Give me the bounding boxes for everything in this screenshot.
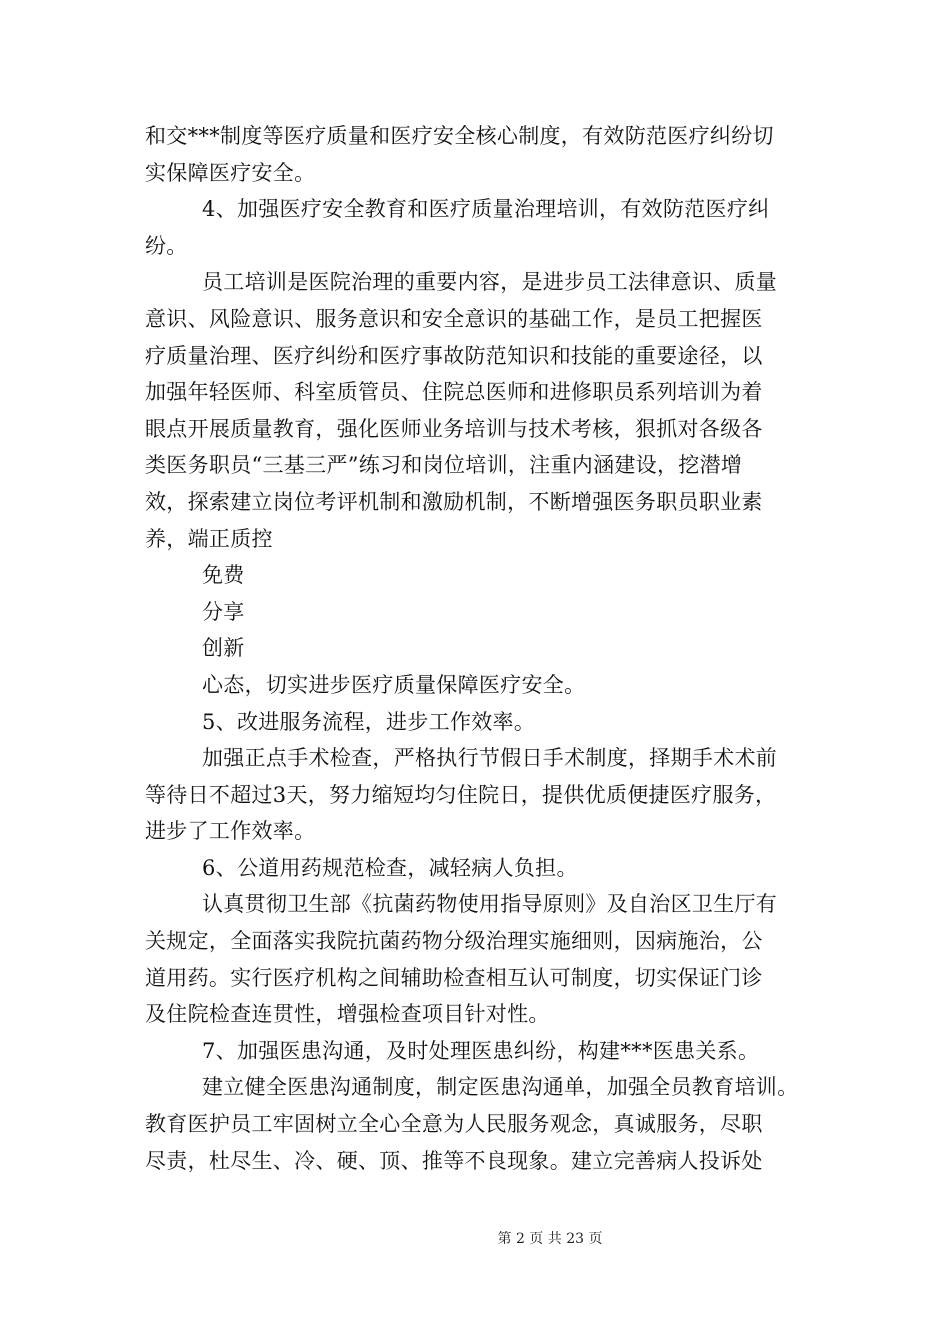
text-line: 加强年轻医师、科室质管员、住院总医师和进修职员系列培训为着 xyxy=(145,380,763,405)
text-line: 分享 xyxy=(202,599,245,624)
text-line: 类医务职员“三基三严”练习和岗位培训，注重内涵建设，挖潜增 xyxy=(145,453,743,478)
text-line: 5、改进服务流程，进步工作效率。 xyxy=(202,709,536,734)
text-line: 纷。 xyxy=(145,233,188,258)
text-line: 6、公道用药规范检查，减轻病人负担。 xyxy=(202,855,578,880)
text-line: 养，端正质控 xyxy=(145,526,273,551)
text-line: 疗质量治理、医疗纠纷和医疗事故防范知识和技能的重要途径，以 xyxy=(145,343,763,368)
text-line: 和交***制度等医疗质量和医疗安全核心制度，有效防范医疗纠纷切 xyxy=(145,124,774,148)
text-line: 尽责，杜尽生、冷、硬、顶、推等不良现象。建立完善病人投诉处 xyxy=(145,1148,763,1173)
text-line: 道用药。实行医疗机构之间辅助检查相互认可制度，切实保证门诊 xyxy=(145,965,763,990)
text-line: 等待日不超过3天，努力缩短均匀住院日，提供优质便捷医疗服务， xyxy=(145,782,777,807)
text-line: 眼点开展质量教育，强化医师业务培训与技术考核，狠抓对各级各 xyxy=(145,416,763,441)
text-line: 认真贯彻卫生部《抗菌药物使用指导原则》及自治区卫生厅有 xyxy=(202,892,778,917)
text-line: 7、加强医患沟通，及时处理医患纠纷，构建***医患关系。 xyxy=(202,1038,760,1063)
text-line: 心态，切实进步医疗质量保障医疗安全。 xyxy=(202,672,586,697)
text-line: 效，探索建立岗位考评机制和激励机制，不断增强医务职员职业素 xyxy=(145,489,763,514)
text-line: 创新 xyxy=(202,636,245,661)
text-line: 加强正点手术检查，严格执行节假日手术制度，择期手术术前 xyxy=(202,746,778,771)
text-line: 教育医护员工牢固树立全心全意为人民服务观念，真诚服务，尽职 xyxy=(145,1112,763,1137)
text-line: 免费 xyxy=(202,563,245,588)
text-line: 及住院检查连贯性，增强检查项目针对性。 xyxy=(145,1002,550,1027)
text-line: 4、加强医疗安全教育和医疗质量治理培训，有效防范医疗纠 xyxy=(202,197,770,222)
text-line: 实保障医疗安全。 xyxy=(145,160,316,185)
text-line: 员工培训是医院治理的重要内容，是进步员工法律意识、质量 xyxy=(202,270,778,295)
text-line: 关规定，全面落实我院抗菌药物分级治理实施细则，因病施治，公 xyxy=(145,929,763,954)
text-line: 进步了工作效率。 xyxy=(145,819,316,844)
document-body xyxy=(145,118,817,1179)
text-line: 建立健全医患沟通制度，制定医患沟通单，加强全员教育培训。 xyxy=(202,1075,799,1100)
text-line: 意识、风险意识、服务意识和安全意识的基础工作，是员工把握医 xyxy=(145,306,763,331)
page-footer: 第 2 页 共 23 页 xyxy=(497,1231,603,1247)
